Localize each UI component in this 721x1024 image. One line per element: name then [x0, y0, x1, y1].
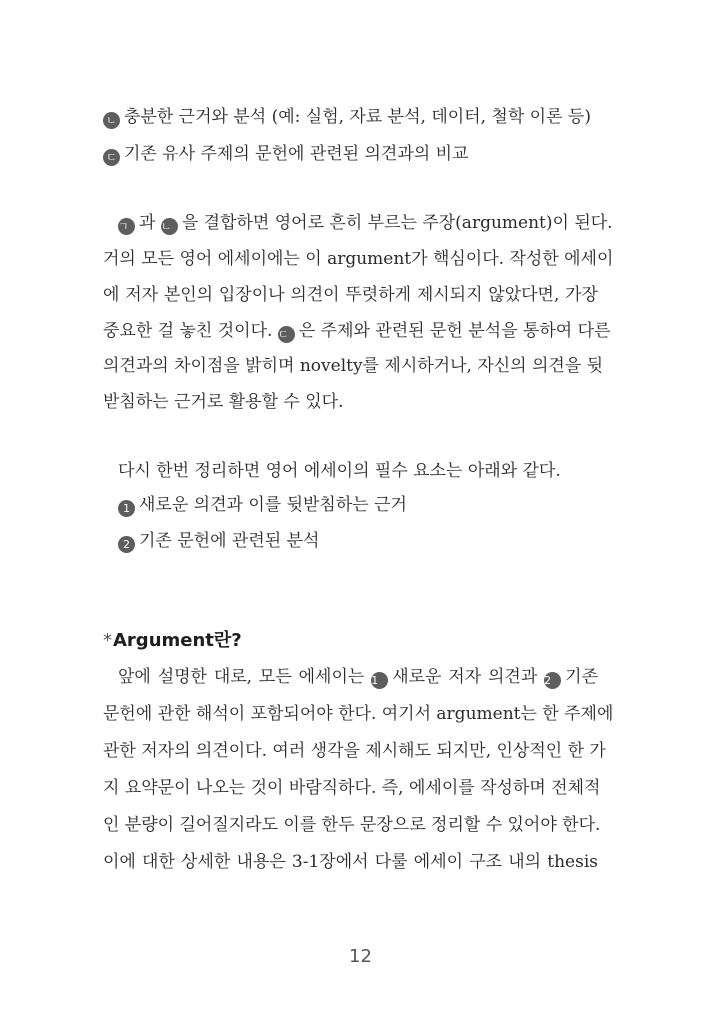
paragraph-line: 이에 대한 상세한 내용은 3-1장에서 다룰 에세이 구조 내의 thesis [103, 852, 598, 872]
text-run: 을 결합하면 영어로 흔히 부르는 주장(argument)이 된다. [181, 213, 613, 233]
paragraph-line: 인 분량이 길어질지라도 이를 한두 문장으로 정리할 수 있어야 한다. [103, 815, 601, 835]
text-run: 은 주제와 관련된 문헌 분석을 통하여 다른 [298, 321, 611, 341]
text-run: 과 [139, 213, 161, 233]
number-badge: 2 [544, 672, 561, 689]
list-item [118, 528, 613, 554]
marker-badge: ㄷ [278, 326, 295, 343]
list-item-text: 충분한 근거와 분석 (예: 실험, 자료 분석, 데이터, 철학 이론 등) [124, 107, 591, 127]
paragraph-line: 받침하는 근거로 활용할 수 있다. [103, 392, 344, 412]
paragraph-line: 지 요약문이 나오는 것이 바람직하다. 즉, 에세이를 작성하며 전체적 [103, 778, 601, 798]
list-item [103, 104, 598, 130]
paragraph-line [118, 210, 613, 236]
heading-star: * [103, 630, 112, 651]
paragraph-line [103, 318, 611, 344]
paragraph-line: 관한 저자의 의견이다. 여러 생각을 제시해도 되지만, 인상적인 한 가 [103, 741, 606, 761]
list-item [118, 492, 613, 518]
heading-title: Argument란? [113, 630, 242, 651]
paragraph-line: 문헌에 관한 해석이 포함되어야 한다. 여기서 argument는 한 주제에 [103, 704, 614, 724]
paragraph-line: 다시 한번 정리하면 영어 에세이의 필수 요소는 아래와 같다. [118, 461, 561, 481]
paragraph-line: 거의 모든 영어 에세이에는 이 argument가 핵심이다. 작성한 에세이 [103, 249, 614, 269]
list-item-text: 새로운 의견과 이를 뒷받침하는 근거 [139, 495, 407, 515]
marker-badge: ㄴ [103, 112, 120, 129]
text-run: 앞에 설명한 대로, 모든 에세이는 [118, 667, 372, 687]
number-badge: 1 [371, 672, 388, 689]
paragraph-line: 의견과의 차이점을 밝히며 novelty를 제시하거나, 자신의 의견을 뒷 [103, 356, 604, 376]
text-run: 중요한 걸 놓친 것이다. [103, 321, 278, 341]
list-item-text: 기존 문헌에 관련된 분석 [139, 531, 320, 551]
section-heading [103, 628, 242, 654]
paragraph-line: 에 저자 본인의 입장이나 의견이 뚜렷하게 제시되지 않았다면, 가장 [103, 285, 598, 305]
paragraph-line [118, 664, 598, 690]
number-badge: 1 [118, 500, 135, 517]
list-item-text: 기존 유사 주제의 문헌에 관련된 의견과의 비교 [124, 144, 469, 164]
text-run: 기존 [565, 667, 598, 687]
marker-badge: ㄷ [103, 149, 120, 166]
list-item [103, 141, 598, 167]
number-badge: 2 [118, 536, 135, 553]
page-number: 12 [349, 946, 372, 967]
text-run: 새로운 저자 의견과 [392, 667, 545, 687]
marker-badge: ㄱ [118, 218, 135, 235]
marker-badge: ㄴ [161, 218, 178, 235]
